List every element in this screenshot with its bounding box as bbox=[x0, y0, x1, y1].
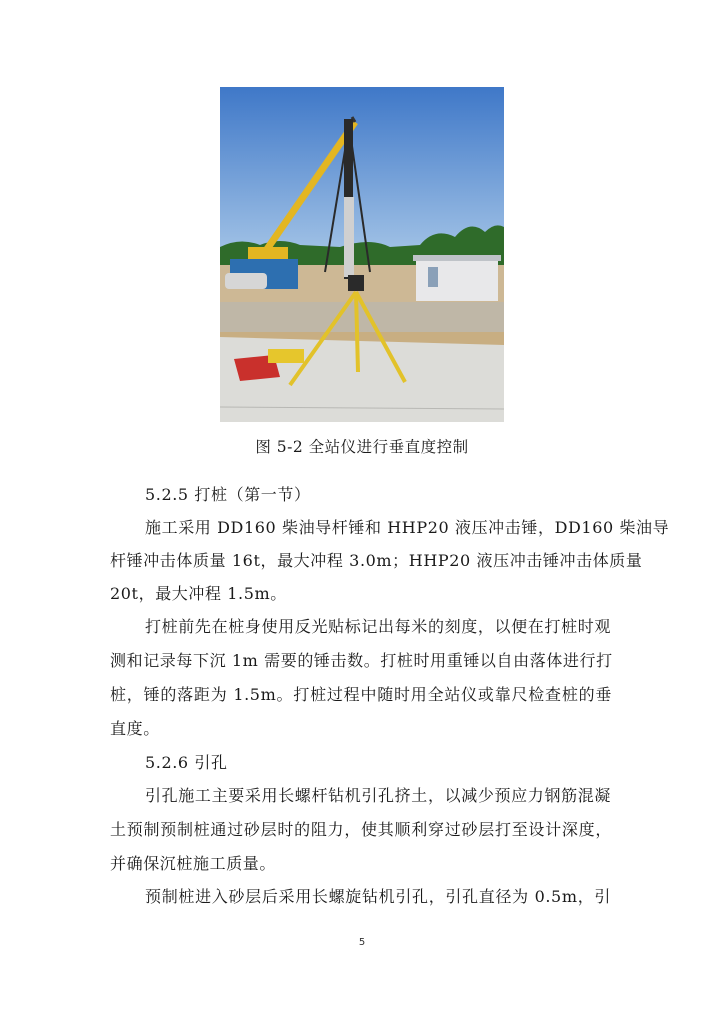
section-heading-5-2-6: 5.2.6 引孔 bbox=[145, 753, 228, 772]
page-number: 5 bbox=[358, 937, 366, 948]
figure-photo bbox=[220, 87, 504, 422]
paragraph-line: 杆锤冲击体质量 16t，最大冲程 3.0m；HHP20 液压冲击锤冲击体质量 bbox=[110, 551, 643, 570]
paragraph-line: 引孔施工主要采用长螺杆钻机引孔挤土，以减少预应力钢筋混凝 bbox=[145, 786, 611, 805]
paragraph-line: 直度。 bbox=[110, 719, 160, 738]
paragraph-line: 打桩前先在桩身使用反光贴标记出每米的刻度，以便在打桩时观 bbox=[145, 617, 611, 636]
figure-caption: 图 5-2 全站仪进行垂直度控制 bbox=[255, 438, 469, 456]
paragraph-line: 预制桩进入砂层后采用长螺旋钻机引孔，引孔直径为 0.5m，引 bbox=[145, 887, 611, 906]
paragraph-line: 并确保沉桩施工质量。 bbox=[110, 854, 277, 873]
paragraph-line: 测和记录每下沉 1m 需要的锤击数。打桩时用重锤以自由落体进行打 bbox=[110, 651, 613, 670]
paragraph-line: 土预制预制桩通过砂层时的阻力，使其顺利穿过砂层打至设计深度， bbox=[110, 820, 612, 839]
paragraph-line: 20t，最大冲程 1.5m。 bbox=[110, 584, 287, 603]
paragraph-line: 桩，锤的落距为 1.5m。打桩过程中随时用全站仪或靠尺检查桩的垂 bbox=[110, 685, 612, 704]
section-heading-5-2-5: 5.2.5 打桩（第一节） bbox=[145, 485, 311, 504]
paragraph-line: 施工采用 DD160 柴油导杆锤和 HHP20 液压冲击锤，DD160 柴油导 bbox=[145, 518, 670, 537]
